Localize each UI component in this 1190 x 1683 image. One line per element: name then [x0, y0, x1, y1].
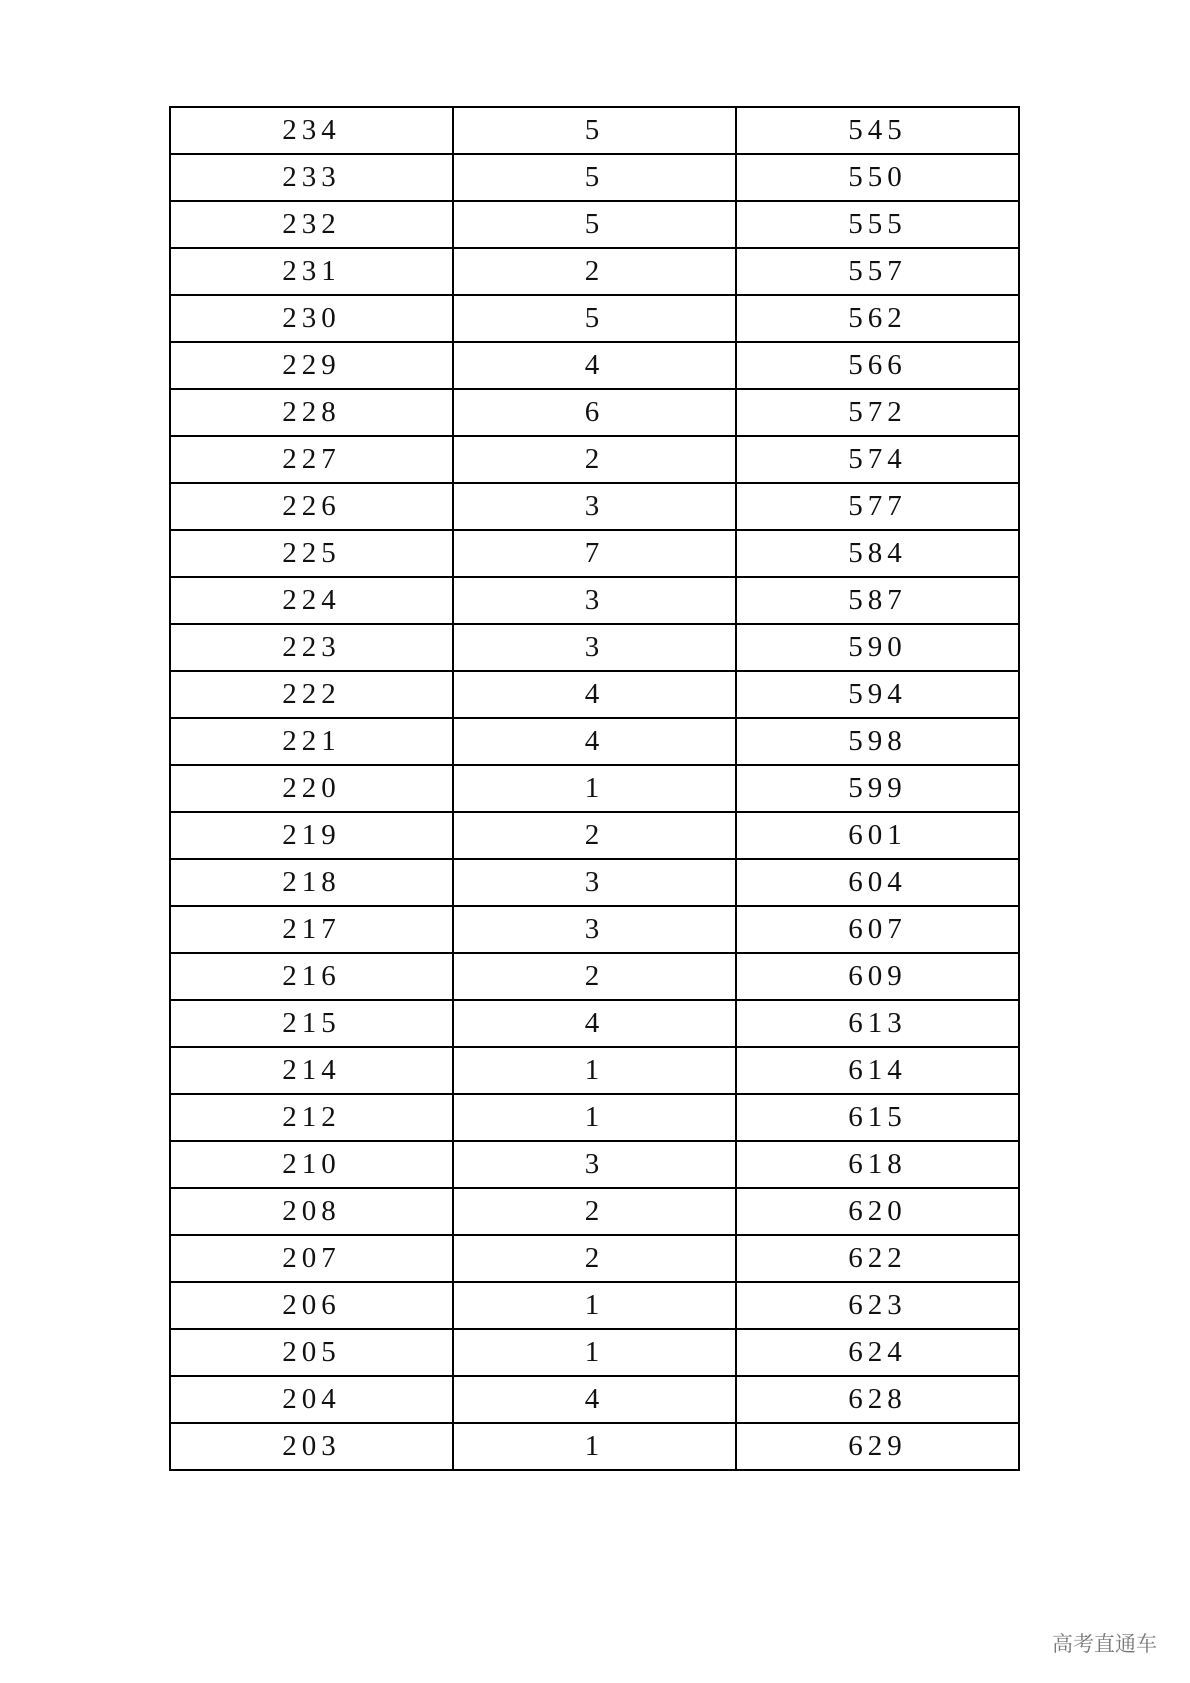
count-cell: 5	[453, 107, 736, 154]
score-cell: 204	[170, 1376, 453, 1423]
score-cell: 221	[170, 718, 453, 765]
cumulative-cell: 614	[736, 1047, 1019, 1094]
count-cell: 4	[453, 671, 736, 718]
score-cell: 227	[170, 436, 453, 483]
score-cell: 231	[170, 248, 453, 295]
count-cell: 2	[453, 248, 736, 295]
count-cell: 6	[453, 389, 736, 436]
score-cell: 220	[170, 765, 453, 812]
score-cell: 207	[170, 1235, 453, 1282]
cumulative-cell: 555	[736, 201, 1019, 248]
table-row	[170, 295, 1019, 342]
table-row	[170, 1094, 1019, 1141]
table-row	[170, 718, 1019, 765]
table-row	[170, 765, 1019, 812]
cumulative-cell: 607	[736, 906, 1019, 953]
count-cell: 5	[453, 201, 736, 248]
count-cell: 2	[453, 812, 736, 859]
cumulative-cell: 628	[736, 1376, 1019, 1423]
score-cell: 217	[170, 906, 453, 953]
count-cell: 7	[453, 530, 736, 577]
count-cell: 3	[453, 577, 736, 624]
count-cell: 3	[453, 624, 736, 671]
score-cell: 225	[170, 530, 453, 577]
count-cell: 5	[453, 295, 736, 342]
table-row	[170, 1000, 1019, 1047]
cumulative-cell: 574	[736, 436, 1019, 483]
count-cell: 2	[453, 1235, 736, 1282]
table-row	[170, 1423, 1019, 1470]
cumulative-cell: 557	[736, 248, 1019, 295]
table-row	[170, 812, 1019, 859]
cumulative-cell: 623	[736, 1282, 1019, 1329]
table-row	[170, 1141, 1019, 1188]
table-row	[170, 1376, 1019, 1423]
score-cell: 226	[170, 483, 453, 530]
score-cell: 210	[170, 1141, 453, 1188]
table-row	[170, 107, 1019, 154]
score-cell: 205	[170, 1329, 453, 1376]
table-row	[170, 906, 1019, 953]
score-cell: 215	[170, 1000, 453, 1047]
cumulative-cell: 601	[736, 812, 1019, 859]
cumulative-cell: 594	[736, 671, 1019, 718]
table-row	[170, 201, 1019, 248]
count-cell: 2	[453, 436, 736, 483]
cumulative-cell: 609	[736, 953, 1019, 1000]
score-cell: 230	[170, 295, 453, 342]
cumulative-cell: 620	[736, 1188, 1019, 1235]
cumulative-cell: 566	[736, 342, 1019, 389]
cumulative-cell: 584	[736, 530, 1019, 577]
table-row	[170, 389, 1019, 436]
score-cell: 229	[170, 342, 453, 389]
score-cell: 208	[170, 1188, 453, 1235]
score-table	[169, 106, 1020, 1471]
cumulative-cell: 572	[736, 389, 1019, 436]
table-row	[170, 154, 1019, 201]
table-row	[170, 1329, 1019, 1376]
cumulative-cell: 618	[736, 1141, 1019, 1188]
cumulative-cell: 629	[736, 1423, 1019, 1470]
cumulative-cell: 599	[736, 765, 1019, 812]
count-cell: 1	[453, 1282, 736, 1329]
count-cell: 3	[453, 483, 736, 530]
score-cell: 206	[170, 1282, 453, 1329]
score-cell: 232	[170, 201, 453, 248]
cumulative-cell: 615	[736, 1094, 1019, 1141]
score-cell: 223	[170, 624, 453, 671]
count-cell: 2	[453, 1188, 736, 1235]
count-cell: 2	[453, 953, 736, 1000]
count-cell: 3	[453, 1141, 736, 1188]
table-row	[170, 1282, 1019, 1329]
count-cell: 5	[453, 154, 736, 201]
score-cell: 203	[170, 1423, 453, 1470]
score-cell: 218	[170, 859, 453, 906]
table-row	[170, 342, 1019, 389]
table-row	[170, 624, 1019, 671]
count-cell: 4	[453, 718, 736, 765]
table-row	[170, 530, 1019, 577]
cumulative-cell: 622	[736, 1235, 1019, 1282]
table-row	[170, 1188, 1019, 1235]
table-row	[170, 953, 1019, 1000]
table-row	[170, 1047, 1019, 1094]
count-cell: 1	[453, 1423, 736, 1470]
count-cell: 1	[453, 765, 736, 812]
table-row	[170, 483, 1019, 530]
table-row	[170, 1235, 1019, 1282]
cumulative-cell: 624	[736, 1329, 1019, 1376]
count-cell: 1	[453, 1047, 736, 1094]
score-cell: 224	[170, 577, 453, 624]
cumulative-cell: 604	[736, 859, 1019, 906]
table-row	[170, 436, 1019, 483]
count-cell: 3	[453, 859, 736, 906]
cumulative-cell: 590	[736, 624, 1019, 671]
count-cell: 4	[453, 1376, 736, 1423]
table-row	[170, 859, 1019, 906]
score-cell: 228	[170, 389, 453, 436]
score-cell: 214	[170, 1047, 453, 1094]
table-row	[170, 248, 1019, 295]
score-cell: 216	[170, 953, 453, 1000]
score-cell: 233	[170, 154, 453, 201]
count-cell: 4	[453, 342, 736, 389]
cumulative-cell: 550	[736, 154, 1019, 201]
cumulative-cell: 613	[736, 1000, 1019, 1047]
count-cell: 1	[453, 1094, 736, 1141]
cumulative-cell: 587	[736, 577, 1019, 624]
watermark: 高考直通车	[1052, 1632, 1157, 1656]
cumulative-cell: 598	[736, 718, 1019, 765]
score-cell: 212	[170, 1094, 453, 1141]
cumulative-cell: 562	[736, 295, 1019, 342]
score-cell: 234	[170, 107, 453, 154]
score-cell: 219	[170, 812, 453, 859]
count-cell: 1	[453, 1329, 736, 1376]
count-cell: 3	[453, 906, 736, 953]
table-row	[170, 577, 1019, 624]
score-cell: 222	[170, 671, 453, 718]
cumulative-cell: 577	[736, 483, 1019, 530]
table-row	[170, 671, 1019, 718]
cumulative-cell: 545	[736, 107, 1019, 154]
count-cell: 4	[453, 1000, 736, 1047]
